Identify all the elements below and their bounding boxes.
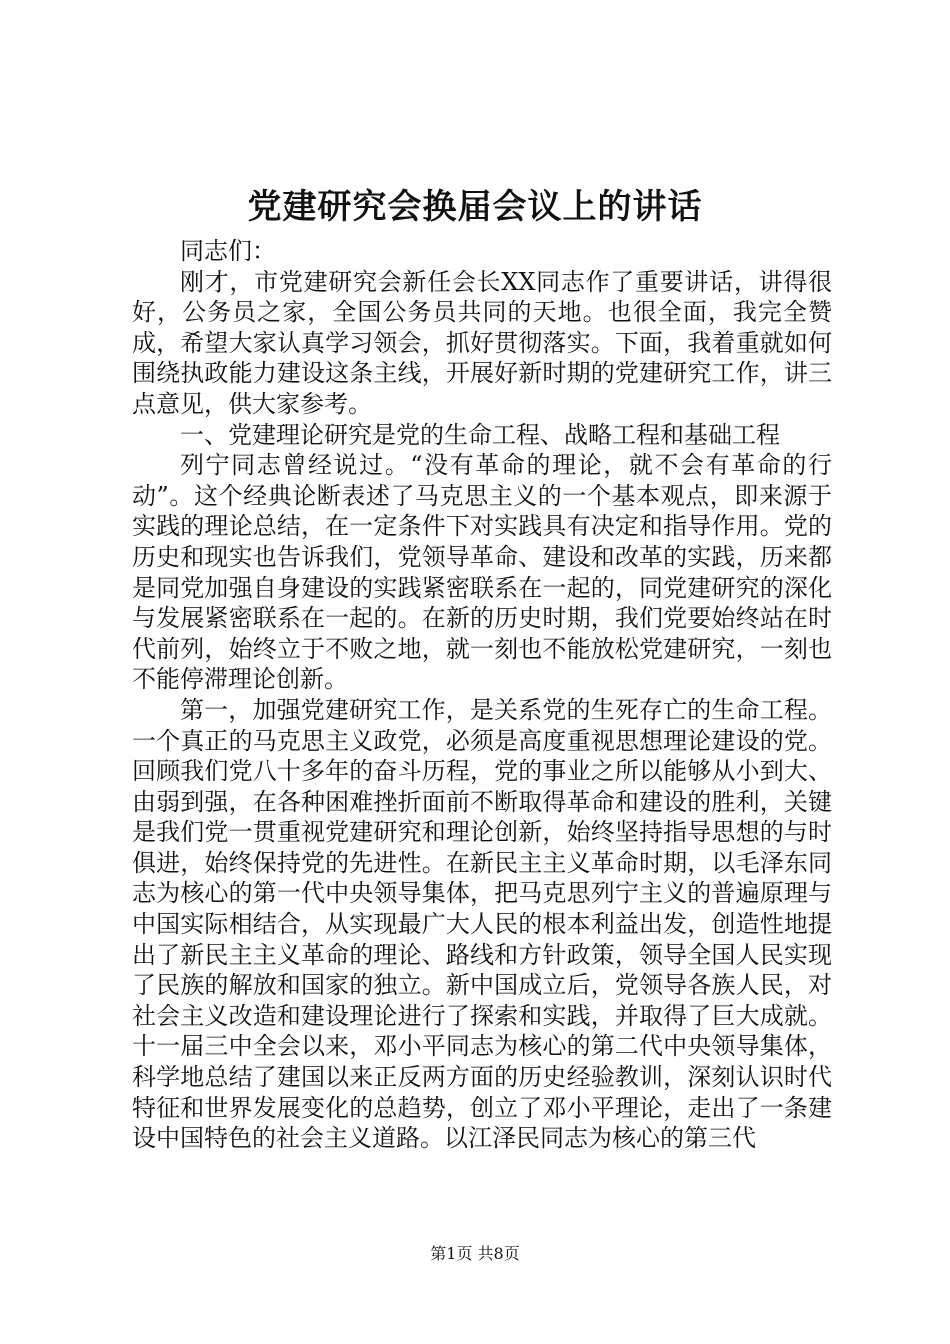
body-paragraph: 第一，加强党建研究工作，是关系党的生死存亡的生命工程。一个真正的马克思主义政党，必须是高度重视思想理论建设的党。回顾我们党八十多年的奋斗历程，党的事业之所以能够从小到大、由弱到强，在各种困难挫折面前不断取得革命和建设的胜利，关键是我们党一贯重视党建研究和理论创新，始终坚持指导思想的与时俱进，始终保持党的先进性。在新民主主义革命时期，以毛泽东同志为核心的第一代中央领导集体，把马克思列宁主义的普遍原理与中国实际相结合，从实现最广大人民的根本利益出发，创造性地提出了新民主主义革命的理论、路线和方针政策，领导全国人民实现了民族的解放和国家的独立。新中国成立后，党领导各族人民，对社会主义改造和建设理论进行了探索和实践，并取得了巨大成就。十一届三中全会以来，邓小平同志为核心的第二代中央领导集体，科学地总结了建国以来正反两方面的历史经验教训，深刻认识时代特征和世界发展变化的总趋势，创立了邓小平理论，走出了一条建设中国特色的社会主义道路。以江泽民同志为核心的第三代 [132,695,832,1153]
document-title: 党建研究会换届会议上的讲话 [247,187,703,227]
document-body [132,236,832,1154]
intro-paragraph: 刚才，市党建研究会新任会长XX同志作了重要讲话，讲得很好，公务员之家，全国公务员共同的天地。也很全面，我完全赞成，希望大家认真学习领会，抓好贯彻落实。下面，我着重就如何围绕执政能力建设这条主线，开展好新时期的党建研究工作，讲三点意见，供大家参考。 [132,267,832,418]
page-number-footer: 第1页 共8页 [430,1244,520,1263]
body-paragraph: 列宁同志曾经说过。“没有革命的理论，就不会有革命的行动”。这个经典论断表述了马克思主义的一个基本观点，即来源于实践的理论总结，在一定条件下对实践具有决定和指导作用。党的历史和现实也告诉我们，党领导革命、建设和改革的实践，历来都是同党加强自身建设的实践紧密联系在一起的，同党建研究的深化与发展紧密联系在一起的。在新的历史时期，我们党要始终站在时代前列，始终立于不败之地，就一刻也不能放松党建研究，一刻也不能停滞理论创新。 [132,451,832,694]
section-heading: 一、党建理论研究是党的生命工程、战略工程和基础工程 [180,420,780,449]
salutation-paragraph: 同志们： [180,237,276,265]
